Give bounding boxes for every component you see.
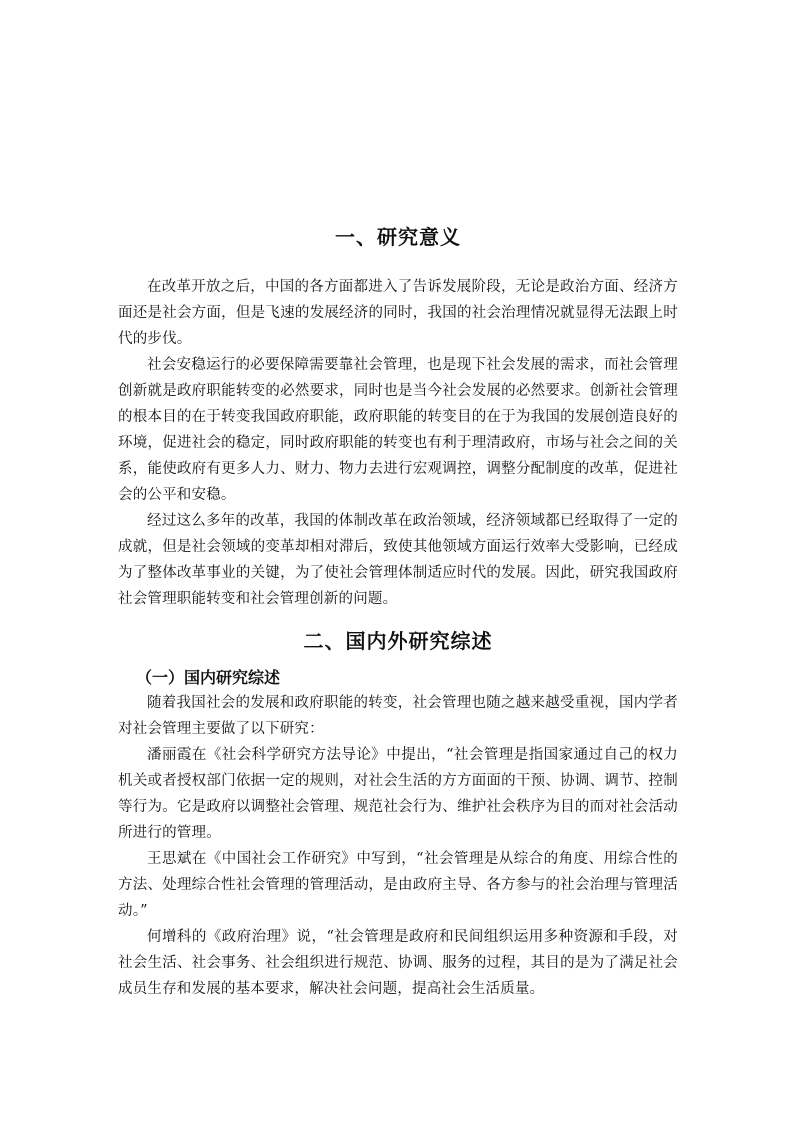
subsection-heading-domestic-review: （一）国内研究综述 <box>136 668 281 687</box>
paragraph: 随着我国社会的发展和政府职能的转变，社会管理也随之越来越受重视，国内学者对社会管理主要做了以下研究： <box>118 695 678 737</box>
paragraph: 王思斌在《中国社会工作研究》中写到，“社会管理是从综合的角度、用综合性的方法、处理综合性社会管理的管理活动，是由政府主导、各方参与的社会治理与管理活动。” <box>118 851 678 919</box>
paragraph: 经过这么多年的改革，我国的体制改革在政治领域，经济领域都已经取得了一定的成就，但是社会领域的变革却相对滞后，致使其他领域方面运行效率大受影响，已经成为了整体改革事业的关键，为了使社会管理体制适应时代的发展。因此，研究我国政府社会管理职能转变和社会管理创新的问题。 <box>118 513 678 607</box>
paragraph: 何增科的《政府治理》说，“社会管理是政府和民间组织运用多种资源和手段，对社会生活、社会事务、社会组织进行规范、协调、服务的过程，其目的是为了满足社会成员生存和发展的基本要求，解决社会问题，提高社会生活质量。 <box>118 929 678 997</box>
paragraph: 潘丽霞在《社会科学研究方法导论》中提出，“社会管理是指国家通过自己的权力机关或者授权部门依据一定的规则，对社会生活的方方面面的干预、协调、调节、控制等行为。它是政府以调整社会管理、规范社会行为、维护社会秩序为目的而对社会活动所进行的管理。 <box>118 747 678 841</box>
section-heading-literature-review: 二、国内外研究综述 <box>303 629 493 653</box>
paragraph: 在改革开放之后，中国的各方面都进入了告诉发展阶段，无论是政治方面、经济方面还是社会方面，但是飞速的发展经济的同时，我国的社会治理情况就显得无法跟上时代的步伐。 <box>118 279 678 347</box>
document-page <box>118 222 678 1002</box>
section-heading-research-significance: 一、研究意义 <box>335 225 461 249</box>
paragraph: 社会安稳运行的必要保障需要靠社会管理，也是现下社会发展的需求，而社会管理创新就是政府职能转变的必然要求，同时也是当今社会发展的必然要求。创新社会管理的根本目的在于转变我国政府职能，政府职能的转变目的在于为我国的发展创造良好的环境，促进社会的稳定，同时政府职能的转变也有利于理清政府，市场与社会之间的关系，能使政府有更多人力、财力、物力去进行宏观调控，调整分配制度的改革，促进社会的公平和安稳。 <box>118 357 678 503</box>
